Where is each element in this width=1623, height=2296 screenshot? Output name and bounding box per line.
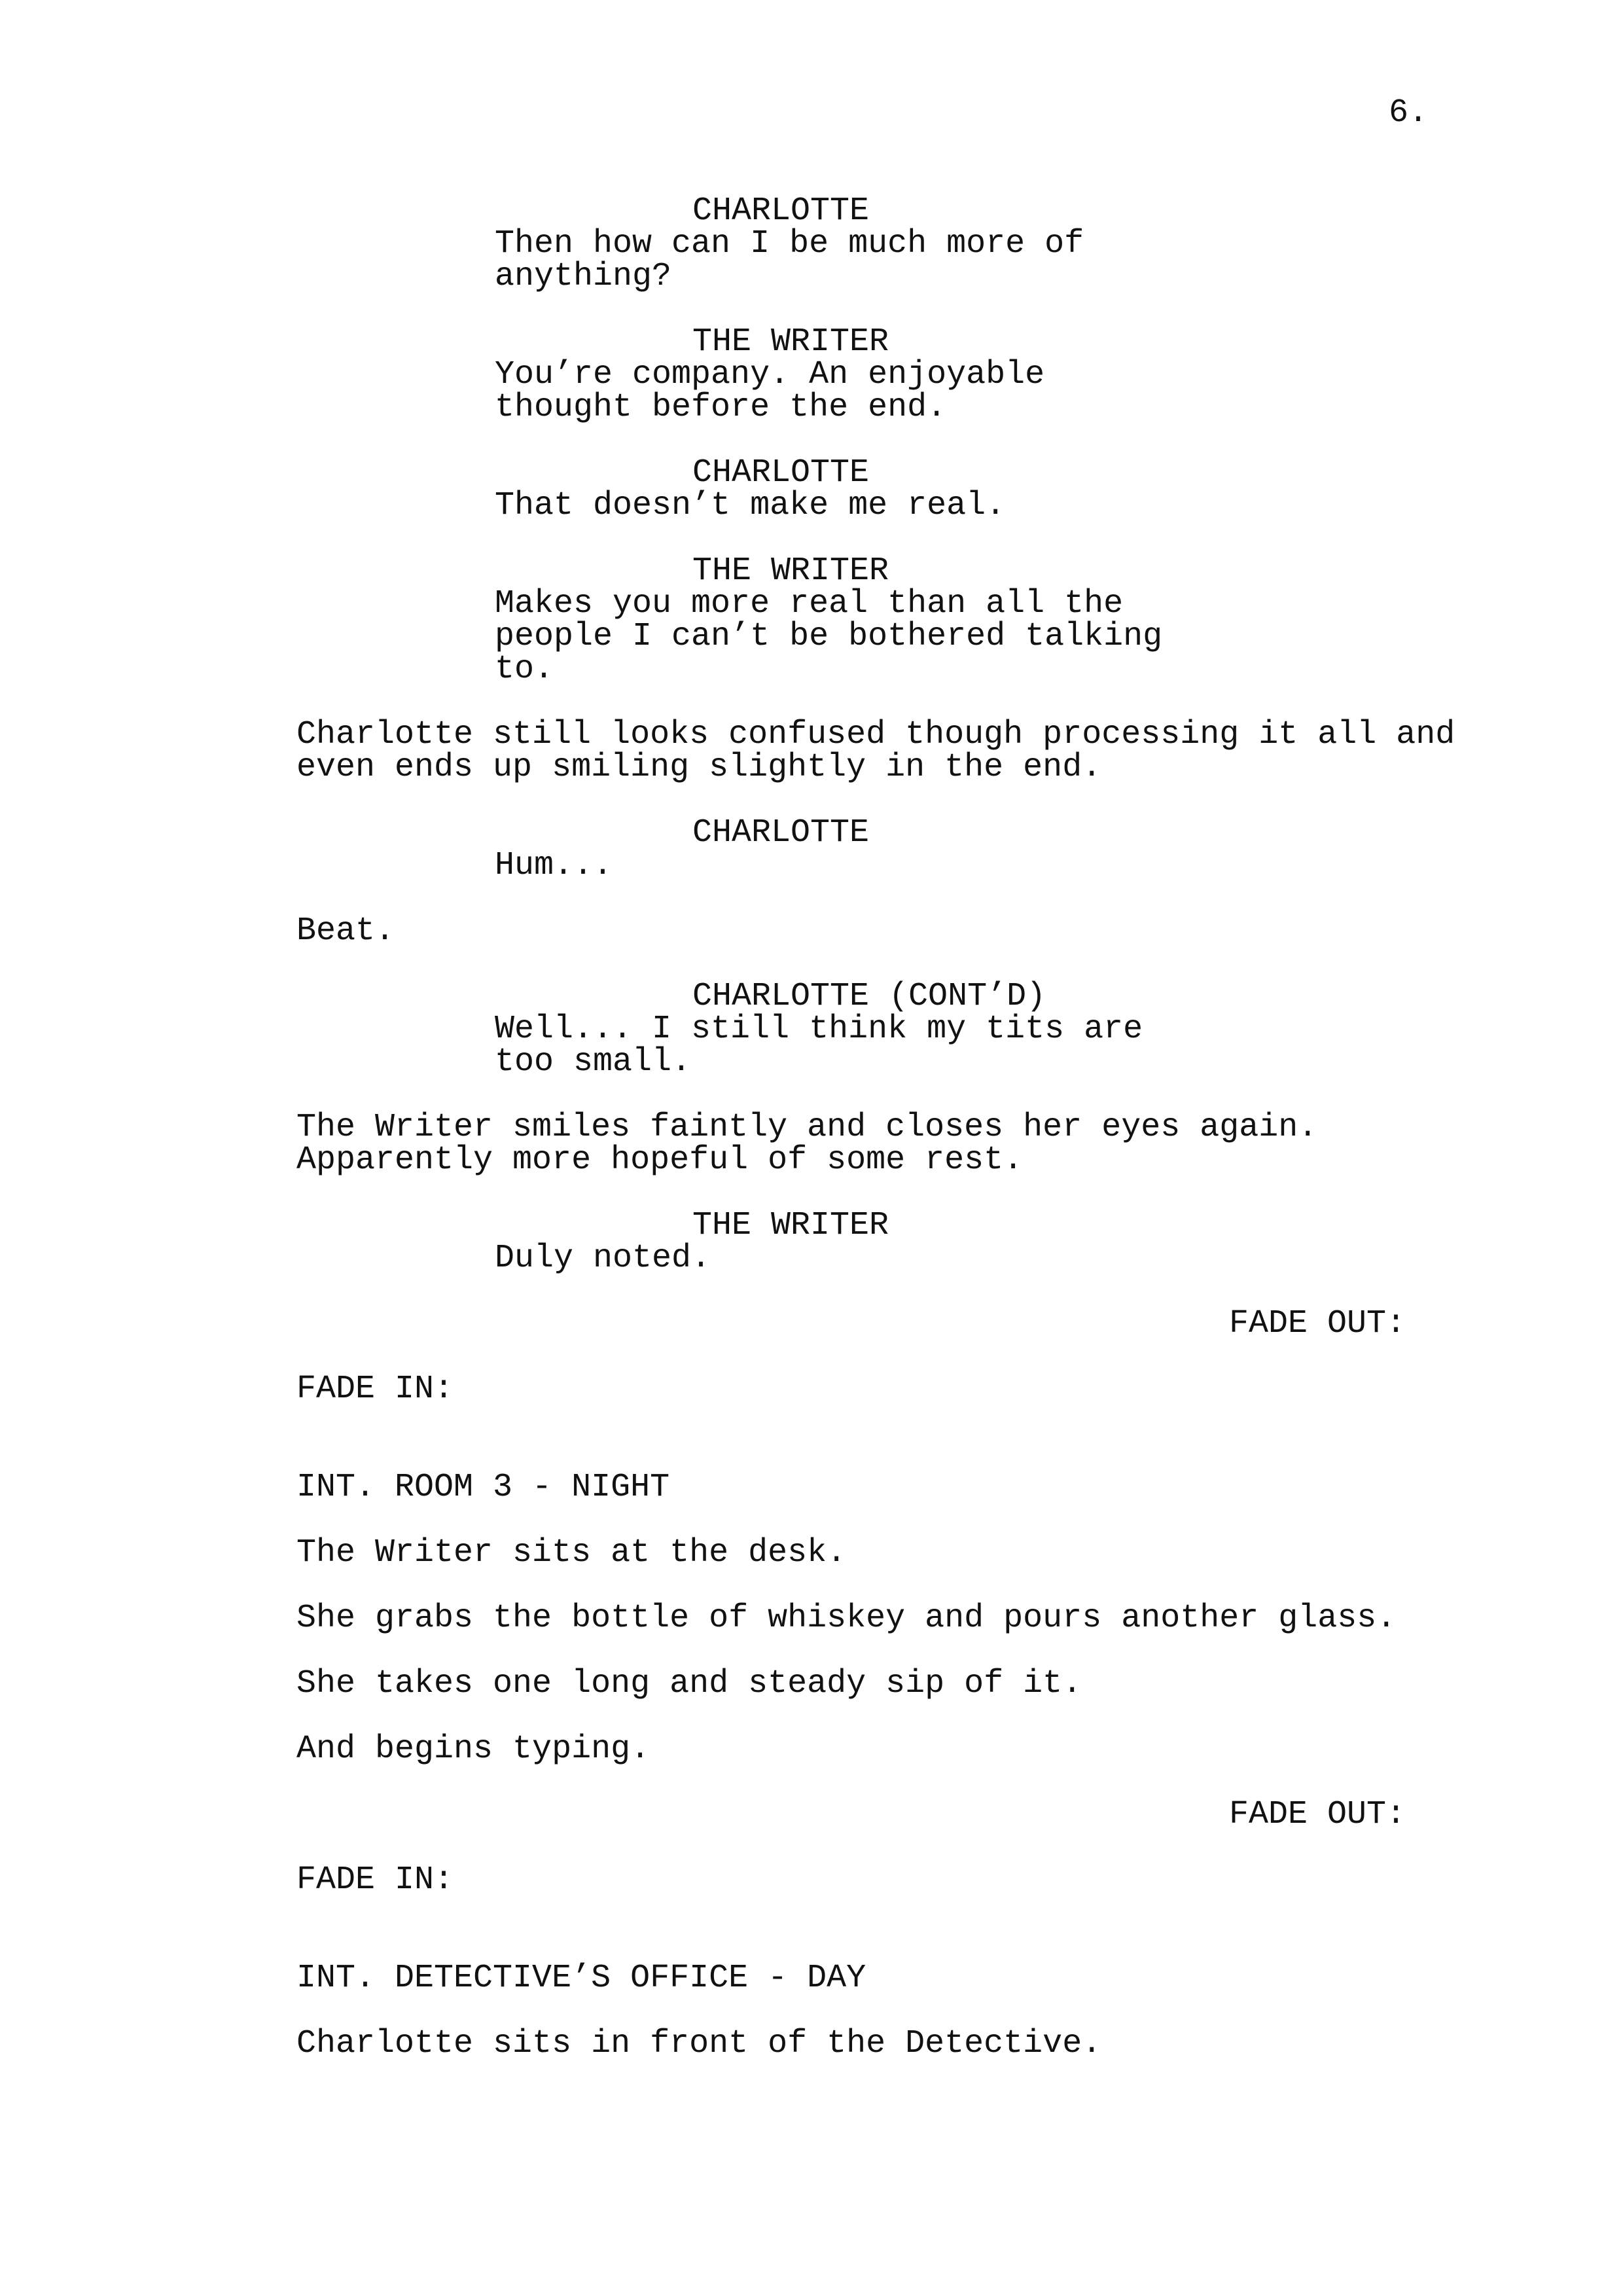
character-name: CHARLOTTE (CONT’D) [692, 978, 1046, 1015]
dialogue-line: Duly noted. [495, 1240, 711, 1277]
action-line: She takes one long and steady sip of it. [296, 1665, 1082, 1702]
character-name: THE WRITER [692, 323, 889, 361]
transition-fade-in: FADE IN: [296, 1861, 454, 1899]
character-name: CHARLOTTE [692, 454, 870, 492]
dialogue-line: people I can’t be bothered talking [495, 618, 1163, 655]
action-line: She grabs the bottle of whiskey and pours another glass. [296, 1600, 1397, 1637]
action-line: even ends up smiling slightly in the end. [296, 749, 1102, 786]
character-name: CHARLOTTE [692, 814, 870, 852]
dialogue-line: Hum... [495, 847, 613, 884]
character-name: THE WRITER [692, 1207, 889, 1244]
dialogue-line: You’re company. An enjoyable [495, 356, 1045, 393]
dialogue-line: Well... I still think my tits are [495, 1011, 1143, 1048]
action-line: Apparently more hopeful of some rest. [296, 1141, 1024, 1179]
dialogue-line: That doesn’t make me real. [495, 487, 1006, 524]
action-line: Charlotte sits in front of the Detective. [296, 2025, 1102, 2062]
action-line: The Writer sits at the desk. [296, 1534, 847, 1571]
action-line: The Writer smiles faintly and closes her eyes again. [296, 1109, 1318, 1146]
scene-heading: INT. ROOM 3 - NIGHT [296, 1469, 670, 1506]
page-number: 6. [1389, 94, 1429, 132]
transition-fade-in: FADE IN: [296, 1371, 454, 1408]
dialogue-line: to. [495, 651, 554, 688]
dialogue-line: too small. [495, 1043, 692, 1081]
dialogue-line: thought before the end. [495, 389, 947, 426]
transition-fade-out: FADE OUT: [1229, 1796, 1406, 1833]
character-name: CHARLOTTE [692, 192, 870, 230]
action-line: And begins typing. [296, 1731, 651, 1768]
scene-heading: INT. DETECTIVE’S OFFICE - DAY [296, 1960, 866, 1997]
transition-fade-out: FADE OUT: [1229, 1305, 1406, 1342]
dialogue-line: Then how can I be much more of [495, 225, 1084, 262]
dialogue-line: Makes you more real than all the [495, 585, 1124, 622]
action-line: Charlotte still looks confused though processing it all and [296, 716, 1455, 753]
character-name: THE WRITER [692, 552, 889, 590]
dialogue-line: anything? [495, 258, 672, 295]
action-line: Beat. [296, 912, 395, 950]
